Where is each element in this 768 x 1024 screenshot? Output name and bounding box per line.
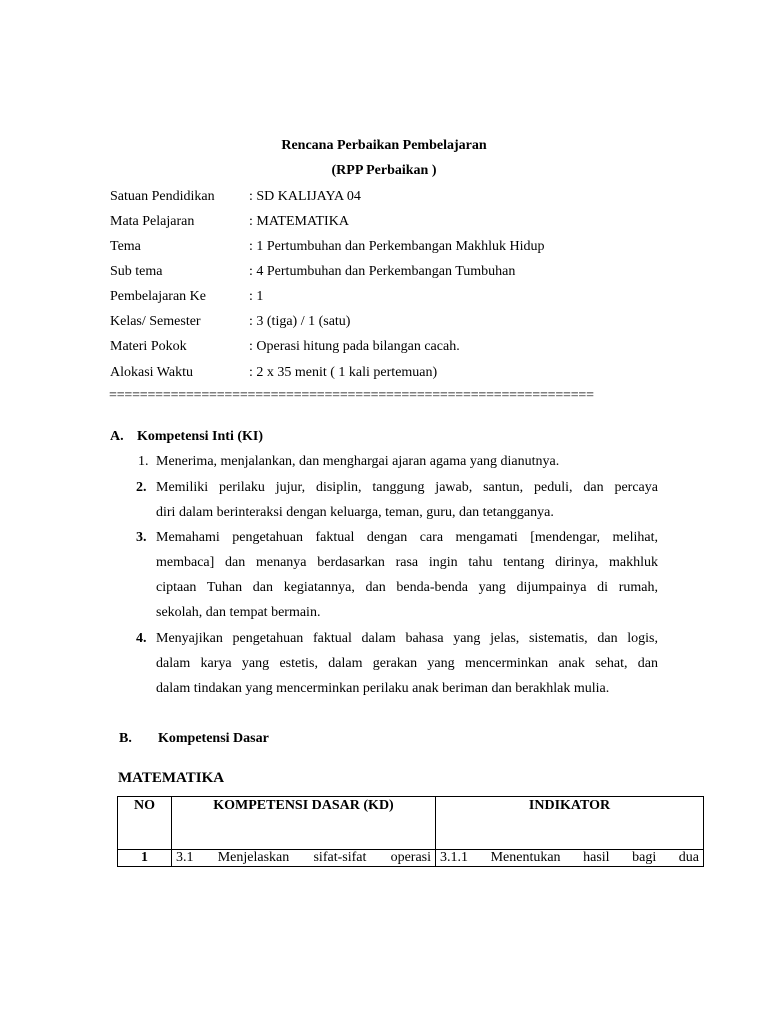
cell-kd-text: 3.1 Menjelaskan sifat-sifat operasi (176, 850, 431, 865)
cell-kd (172, 850, 436, 867)
info-value: : 1 Pertumbuhan dan Perkembangan Makhluk Hidup (249, 239, 545, 254)
section-a-title: Kompetensi Inti (KI) (137, 429, 263, 444)
info-label: Satuan Pendidikan (110, 189, 215, 204)
table-row (118, 850, 704, 867)
header-kd: KOMPETENSI DASAR (KD) (172, 797, 436, 850)
list-item-line: ciptaan Tuhan dan kegiatannya, dan benda-benda yang dijumpainya di rumah, (156, 580, 658, 595)
cell-indikator (436, 850, 704, 867)
table-header-row (118, 797, 704, 850)
info-value: : 1 (249, 289, 264, 304)
subject-heading: MATEMATIKA (118, 770, 225, 786)
header-no: NO (118, 797, 172, 850)
info-value: : MATEMATIKA (249, 214, 349, 229)
list-item-line: Memahami pengetahuan faktual dengan cara mengamati [mendengar, melihat, (156, 530, 658, 545)
list-item-number: 3. (136, 530, 147, 545)
list-item-line: Memiliki perilaku jujur, disiplin, tanggung jawab, santun, peduli, dan percaya (156, 480, 658, 495)
list-item-line: sekolah, dan tempat bermain. (156, 605, 321, 620)
section-a-letter: A. (110, 429, 124, 444)
list-item-number: 2. (136, 480, 147, 495)
cell-indikator-text: 3.1.1 Menentukan hasil bagi dua (440, 850, 699, 865)
list-item-line: Menerima, menjalankan, dan menghargai ajaran agama yang dianutnya. (156, 454, 560, 469)
document-subtitle: (RPP Perbaikan ) (331, 163, 437, 178)
info-label: Mata Pelajaran (110, 214, 195, 229)
info-label: Alokasi Waktu (110, 365, 193, 380)
section-b-title: Kompetensi Dasar (158, 731, 269, 746)
info-label: Materi Pokok (110, 339, 187, 354)
list-item-number: 1. (138, 454, 149, 469)
list-item-line: Menyajikan pengetahuan faktual dalam bahasa yang jelas, sistematis, dan logis, (156, 631, 658, 646)
info-label: Sub tema (110, 264, 163, 279)
list-item-line: membaca] dan menanya berdasarkan rasa ingin tahu tentang dirinya, makhluk (156, 555, 658, 570)
section-b-letter: B. (119, 731, 132, 746)
info-value: : SD KALIJAYA 04 (249, 189, 361, 204)
list-item-line: diri dalam berinteraksi dengan keluarga, teman, guru, dan tetangganya. (156, 505, 554, 520)
info-value: : Operasi hitung pada bilangan cacah. (249, 339, 460, 354)
list-item-line: dalam tindakan yang mencerminkan perilaku anak beriman dan berakhlak mulia. (156, 681, 610, 696)
info-value: : 4 Pertumbuhan dan Perkembangan Tumbuhan (249, 264, 516, 279)
info-value: : 2 x 35 menit ( 1 kali pertemuan) (249, 365, 438, 380)
info-label: Kelas/ Semester (110, 314, 201, 329)
info-label: Pembelajaran Ke (110, 289, 207, 304)
cell-no: 1 (118, 850, 172, 867)
header-indikator: INDIKATOR (436, 797, 704, 850)
document-title: Rencana Perbaikan Pembelajaran (281, 138, 487, 153)
info-label: Tema (110, 239, 141, 254)
list-item-line: dalam karya yang estetis, dalam gerakan yang mencerminkan anak sehat, dan (156, 656, 658, 671)
list-item-number: 4. (136, 631, 147, 646)
competency-table (117, 796, 704, 867)
info-value: : 3 (tiga) / 1 (satu) (249, 314, 351, 329)
separator-line: =============================================================== (109, 388, 594, 403)
